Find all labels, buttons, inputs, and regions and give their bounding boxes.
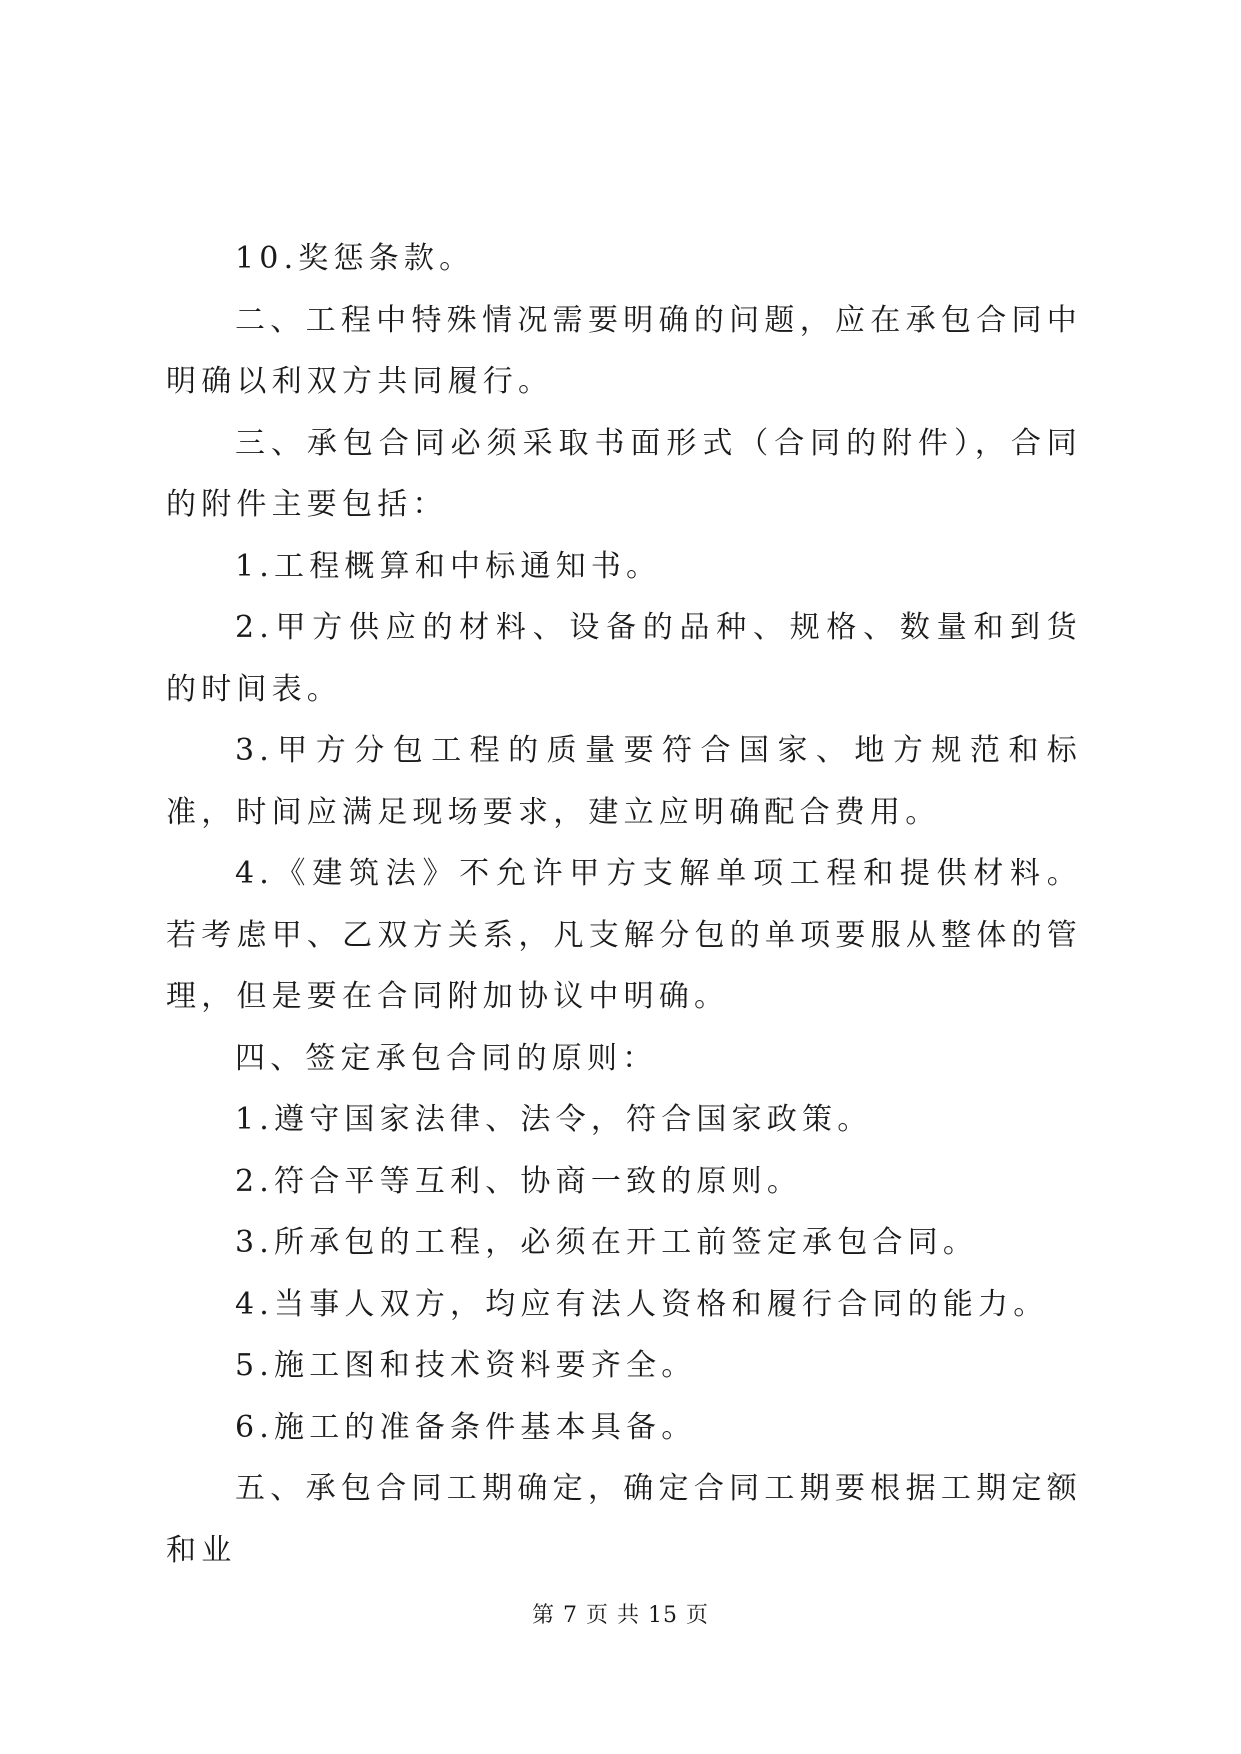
paragraph-principles-heading: 四、签定承包合同的原则：: [235, 1040, 658, 1076]
paragraph-special-issues: 二、工程中特殊情况需要明确的问题，应在承包合同中明确以利双方共同履行。: [166, 302, 1082, 399]
page-number-footer: 第 7 页 共 15 页: [532, 1603, 709, 1628]
paragraph-principle-6: 6.施工的准备条件基本具备。: [235, 1409, 697, 1445]
paragraph-attachment-1: 1.工程概算和中标通知书。: [235, 548, 662, 584]
paragraph-principle-1: 1.遵守国家法律、法令，符合国家政策。: [235, 1102, 873, 1137]
paragraph-schedule: 五、承包合同工期确定，确定合同工期要根据工期定额和业: [166, 1471, 1082, 1568]
paragraph-principle-2: 2.符合平等互利、协商一致的原则。: [235, 1163, 803, 1199]
paragraph-principle-3: 3.所承包的工程，必须在开工前签定承包合同。: [235, 1225, 979, 1260]
paragraph-attachment-3: 3.甲方分包工程的质量要符合国家、地方规范和标准，时间应满足现场要求，建立应明确配合费用。: [166, 733, 1082, 830]
paragraph-principle-5: 5.施工图和技术资料要齐全。: [235, 1348, 697, 1383]
paragraph-attachment-2: 2.甲方供应的材料、设备的品种、规格、数量和到货的时间表。: [166, 610, 1082, 707]
paragraph-written-form: 三、承包合同必须采取书面形式（合同的附件），合同的附件主要包括：: [166, 425, 1082, 522]
paragraph-reward-penalty: 10.奖惩条款。: [235, 241, 475, 276]
document-body: [166, 228, 1082, 1581]
paragraph-attachment-4: 4.《建筑法》不允许甲方支解单项工程和提供材料。若考虑甲、乙双方关系，凡支解分包的单项要服从整体的管理，但是要在合同附加协议中明确。: [166, 856, 1082, 1014]
paragraph-principle-4: 4.当事人双方，均应有法人资格和履行合同的能力。: [235, 1286, 1049, 1322]
